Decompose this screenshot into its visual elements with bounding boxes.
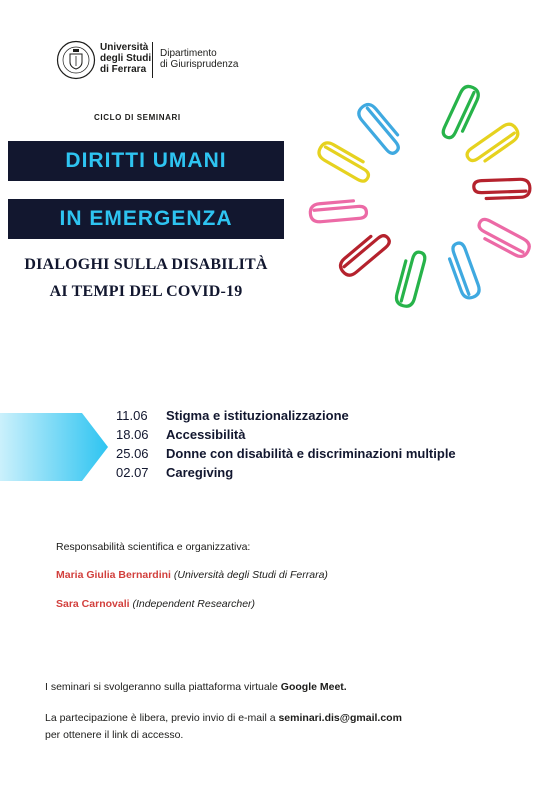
organizer-entry [56, 598, 255, 610]
credits-label: Responsabilità scientifica e organizzativa: [56, 541, 251, 553]
title-band-2 [8, 199, 284, 239]
platform-info [45, 680, 347, 694]
session-topic: Caregiving [166, 465, 234, 480]
session-date: 25.06 [116, 446, 149, 461]
paperclip [474, 179, 531, 199]
organizer-entry [56, 569, 328, 581]
session-topic: Stigma e istituzionalizzazione [166, 408, 349, 423]
participation-info [45, 711, 402, 725]
access-link-info: per ottenere il link di accesso. [45, 729, 184, 741]
seminar-schedule [116, 406, 456, 482]
paperclip [445, 241, 481, 300]
university-name-line: Università [100, 42, 149, 53]
participation-info-text: La partecipazione è libera, previo invio di e-mail a [45, 712, 279, 724]
paperclip [474, 217, 532, 259]
arrow-pointer-icon [0, 413, 110, 481]
organizer-name: Sara Carnovali [56, 598, 130, 610]
session-topic: Accessibilità [166, 427, 246, 442]
logo-divider [152, 42, 153, 78]
session-date: 18.06 [116, 427, 149, 442]
contact-email[interactable]: seminari.dis@gmail.com [278, 712, 402, 724]
department-name-line: Dipartimento [160, 48, 217, 59]
department-name [160, 48, 238, 70]
paperclip [441, 84, 481, 142]
paperclip [310, 200, 367, 223]
schedule-row [116, 406, 456, 425]
event-title-line-2: IN EMERGENZA [59, 207, 233, 230]
platform-info-text: I seminari si svolgeranno sulla piattaforma virtuale [45, 681, 281, 693]
department-name-line: di Giurisprudenza [160, 59, 239, 70]
session-date: 02.07 [116, 465, 149, 480]
schedule-row [116, 444, 456, 463]
university-name-line: degli Studi [100, 53, 152, 64]
university-name [100, 42, 151, 75]
schedule-row [116, 425, 456, 444]
paperclip [356, 101, 406, 155]
paperclip [337, 229, 391, 279]
organizer-affiliation: (Università degli Studi di Ferrara) [173, 569, 328, 581]
schedule-row [116, 463, 456, 482]
organizer-affiliation: (Independent Researcher) [132, 598, 256, 610]
event-subtitle-line-2: AI TEMPI DEL COVID-19 [49, 283, 243, 300]
paperclip [465, 121, 521, 168]
organizer-name: Maria Giulia Bernardini [56, 569, 171, 581]
session-date: 11.06 [116, 408, 148, 423]
university-name-line: di Ferrara [100, 64, 147, 75]
series-label: CICLO DI SEMINARI [94, 113, 181, 122]
paperclips-illustration [300, 80, 559, 320]
paperclip [316, 140, 373, 184]
event-subtitle-line-1: DIALOGHI SULLA DISABILITÀ [24, 256, 268, 273]
university-seal-icon [56, 40, 96, 80]
title-band-1 [8, 141, 284, 181]
session-topic: Donne con disabilità e discriminazioni multiple [166, 446, 456, 461]
platform-name: Google Meet. [280, 681, 347, 693]
paperclip [394, 249, 426, 308]
event-title-line-1: DIRITTI UMANI [65, 149, 227, 172]
